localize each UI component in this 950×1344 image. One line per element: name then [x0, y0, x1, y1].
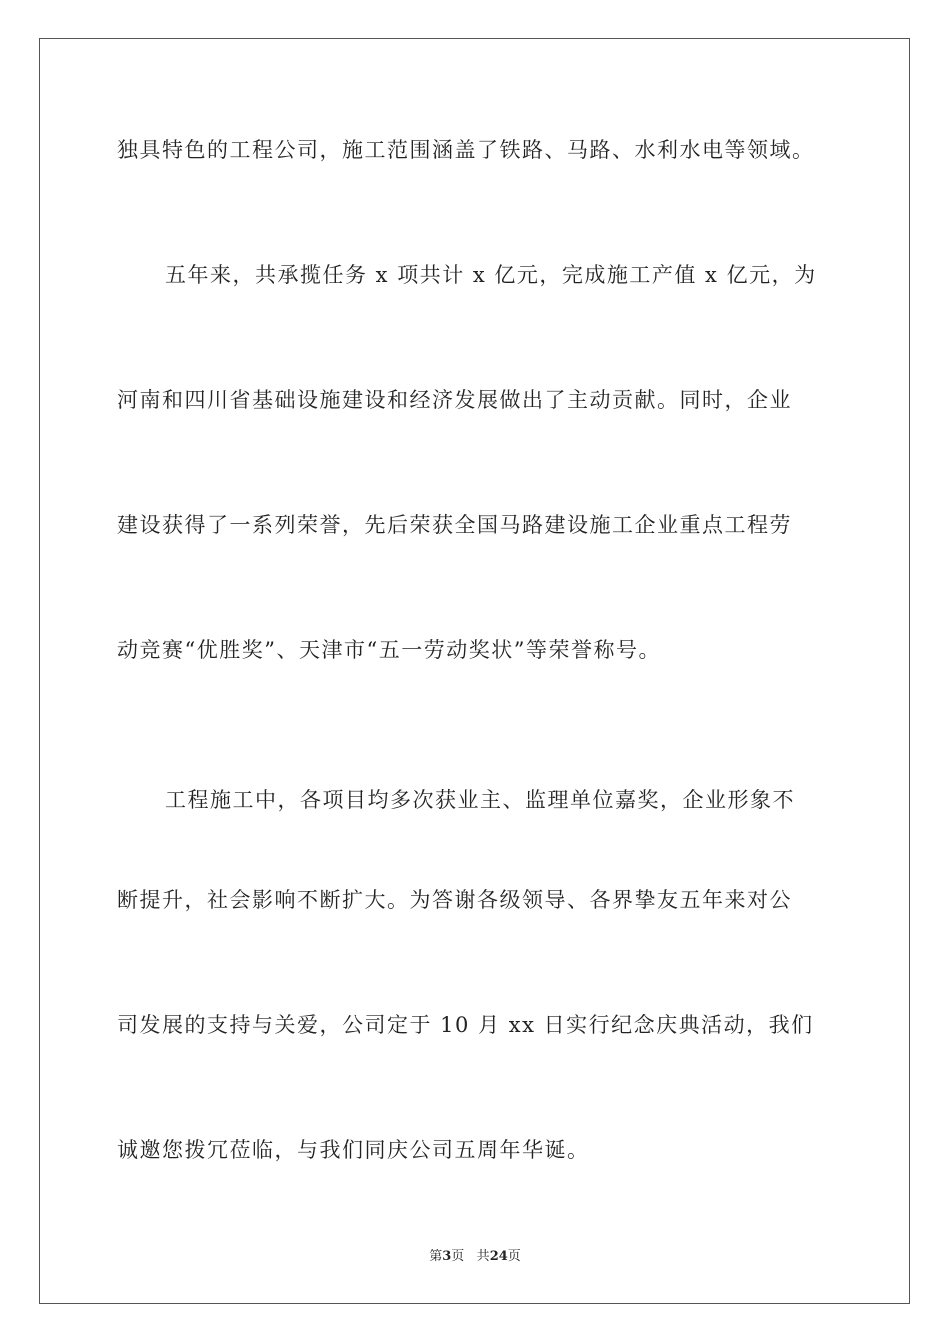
- footer-total-suffix: 页: [507, 1249, 521, 1264]
- footer-total-pages: 24: [489, 1249, 508, 1264]
- footer-page-number: 3: [442, 1249, 452, 1264]
- footer-page-prefix: 第: [429, 1249, 443, 1264]
- paragraph-line-7: 断提升，社会影响不断扩大。为答谢各级领导、各界挚友五年来对公: [117, 888, 792, 912]
- paragraph-line-3: 河南和四川省基础设施建设和经济发展做出了主动贡献。同时，企业: [117, 388, 792, 412]
- footer-page-suffix: 页: [451, 1249, 465, 1264]
- paragraph-line-1: 独具特色的工程公司，施工范围涵盖了铁路、马路、水利水电等领域。: [117, 138, 815, 162]
- page-border: [39, 38, 910, 1304]
- paragraph-line-9: 诚邀您拨冗莅临，与我们同庆公司五周年华诞。: [117, 1138, 590, 1162]
- paragraph-line-2: 五年来，共承揽任务 x 项共计 x 亿元，完成施工产值 x 亿元，为: [165, 263, 817, 287]
- paragraph-line-8: 司发展的支持与关爱，公司定于 10 月 xx 日实行纪念庆典活动，我们: [117, 1013, 814, 1037]
- footer-total-prefix: 共: [476, 1249, 490, 1264]
- paragraph-line-6: 工程施工中，各项目均多次获业主、监理单位嘉奖，企业形象不: [165, 788, 795, 812]
- paragraph-line-5: 动竞赛“优胜奖”、天津市“五一劳动奖状”等荣誉称号。: [117, 638, 661, 662]
- page-footer: [0, 1248, 950, 1266]
- paragraph-line-4: 建设获得了一系列荣誉，先后荣获全国马路建设施工企业重点工程劳: [117, 513, 792, 537]
